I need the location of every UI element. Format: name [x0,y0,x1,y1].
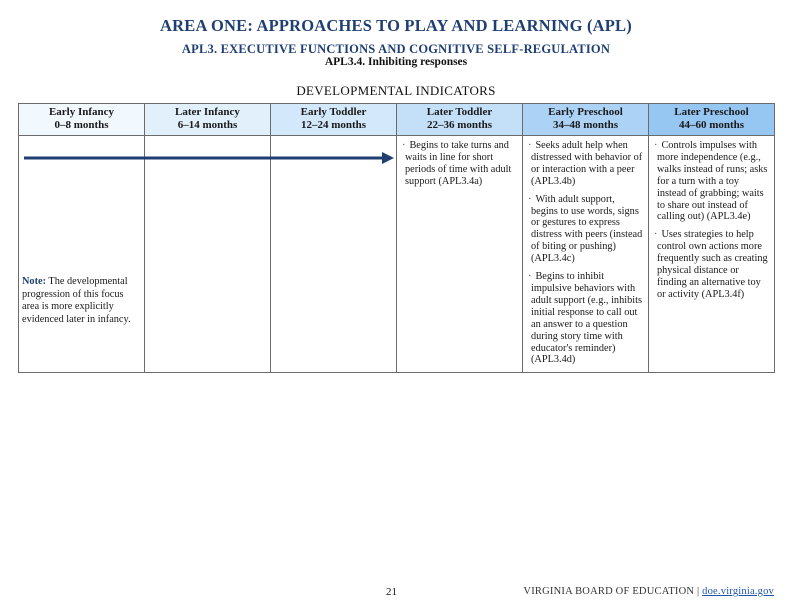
indicator-text: Controls impulses with more independence (e.g., walks instead of runs; asks for a turn with a toy instead of grabbing; waits to share out instead of calling out) (APL3.4e) [657,140,768,223]
column-header-later-preschool [649,104,775,136]
indicator-apl3-4e [653,140,770,223]
note-label: Note: [22,276,47,287]
bullet-icon: · [528,271,532,283]
column-range: 0–8 months [54,118,109,131]
footer-credit [523,586,774,597]
bullet-icon: · [654,229,658,241]
column-name: Later Infancy [175,106,240,118]
arrow-head [382,152,394,164]
footer-separator: | [694,586,703,597]
column-name: Later Toddler [426,106,493,118]
column-range: 22–36 months [426,118,493,131]
cell-early-toddler [271,136,397,373]
column-header-early-preschool [523,104,649,136]
column-header-early-toddler [271,104,397,136]
standard-subtitle: APL3. EXECUTIVE FUNCTIONS AND COGNITIVE SELF-REGULATION [181,42,611,56]
indicator-apl3-4d [527,271,644,366]
indicator-subtitle: APL3.4. Inhibiting responses [324,56,468,68]
indicator-text: Begins to inhibit impulsive behaviors with adult support (e.g., inhibits initial response to call out an answer to a question during story time with educator's reminder) (APL3.4d) [531,271,642,366]
column-range: 12–24 months [300,118,367,131]
indicator-apl3-4c [527,194,644,265]
indicator-text: Begins to take turns and waits in line for short periods of time with adult support (APL3.4a) [405,140,512,187]
column-header-later-toddler [397,104,523,136]
developmental-indicators-table [18,103,775,373]
progression-note [22,276,140,326]
table-row [19,136,775,373]
bullet-icon: · [402,140,406,151]
indicator-apl3-4a [401,140,518,188]
column-range: 44–60 months [678,118,745,131]
progression-arrow-icon [22,150,398,166]
footer-link[interactable]: doe.virginia.gov [702,586,774,597]
column-name: Early Infancy [48,106,115,118]
section-label: DEVELOPMENTAL INDICATORS [296,83,496,98]
note-text: The developmental progression of this focus area is more explicitly evidenced later in infancy. [22,276,131,325]
bullet-icon: · [528,140,532,151]
cell-early-infancy [19,136,145,373]
indicator-text: With adult support, begins to use words, signs or gestures to express distress with peers (instead of biting or pushing) (APL3.4c) [531,193,643,265]
column-header-early-infancy [19,104,145,136]
bullet-icon: · [654,140,658,151]
column-name: Early Preschool [548,106,623,118]
indicator-apl3-4f [653,229,770,300]
cell-later-toddler [397,136,523,373]
indicator-text: Uses strategies to help control own actions more frequently such as creating physical distance or finding an alternative toy or activity (APL3.4f) [657,229,768,300]
column-name: Early Toddler [300,106,367,118]
column-name: Later Preschool [674,106,749,118]
cell-later-preschool [649,136,775,373]
indicator-text: Seeks adult help when distressed with behavior of or interaction with a peer (APL3.4b) [531,140,643,187]
cell-later-infancy [145,136,271,373]
column-header-later-infancy [145,104,271,136]
cell-early-preschool [523,136,649,373]
area-title: AREA ONE: APPROACHES TO PLAY AND LEARNING (APL) [160,16,632,35]
column-range: 34–48 months [552,118,619,131]
page-number: 21 [386,586,397,598]
footer-org: VIRGINIA BOARD OF EDUCATION [523,586,695,597]
column-range: 6–14 months [177,118,238,131]
table-header-row [19,104,775,136]
bullet-icon: · [528,193,532,205]
indicator-apl3-4b [527,140,644,188]
